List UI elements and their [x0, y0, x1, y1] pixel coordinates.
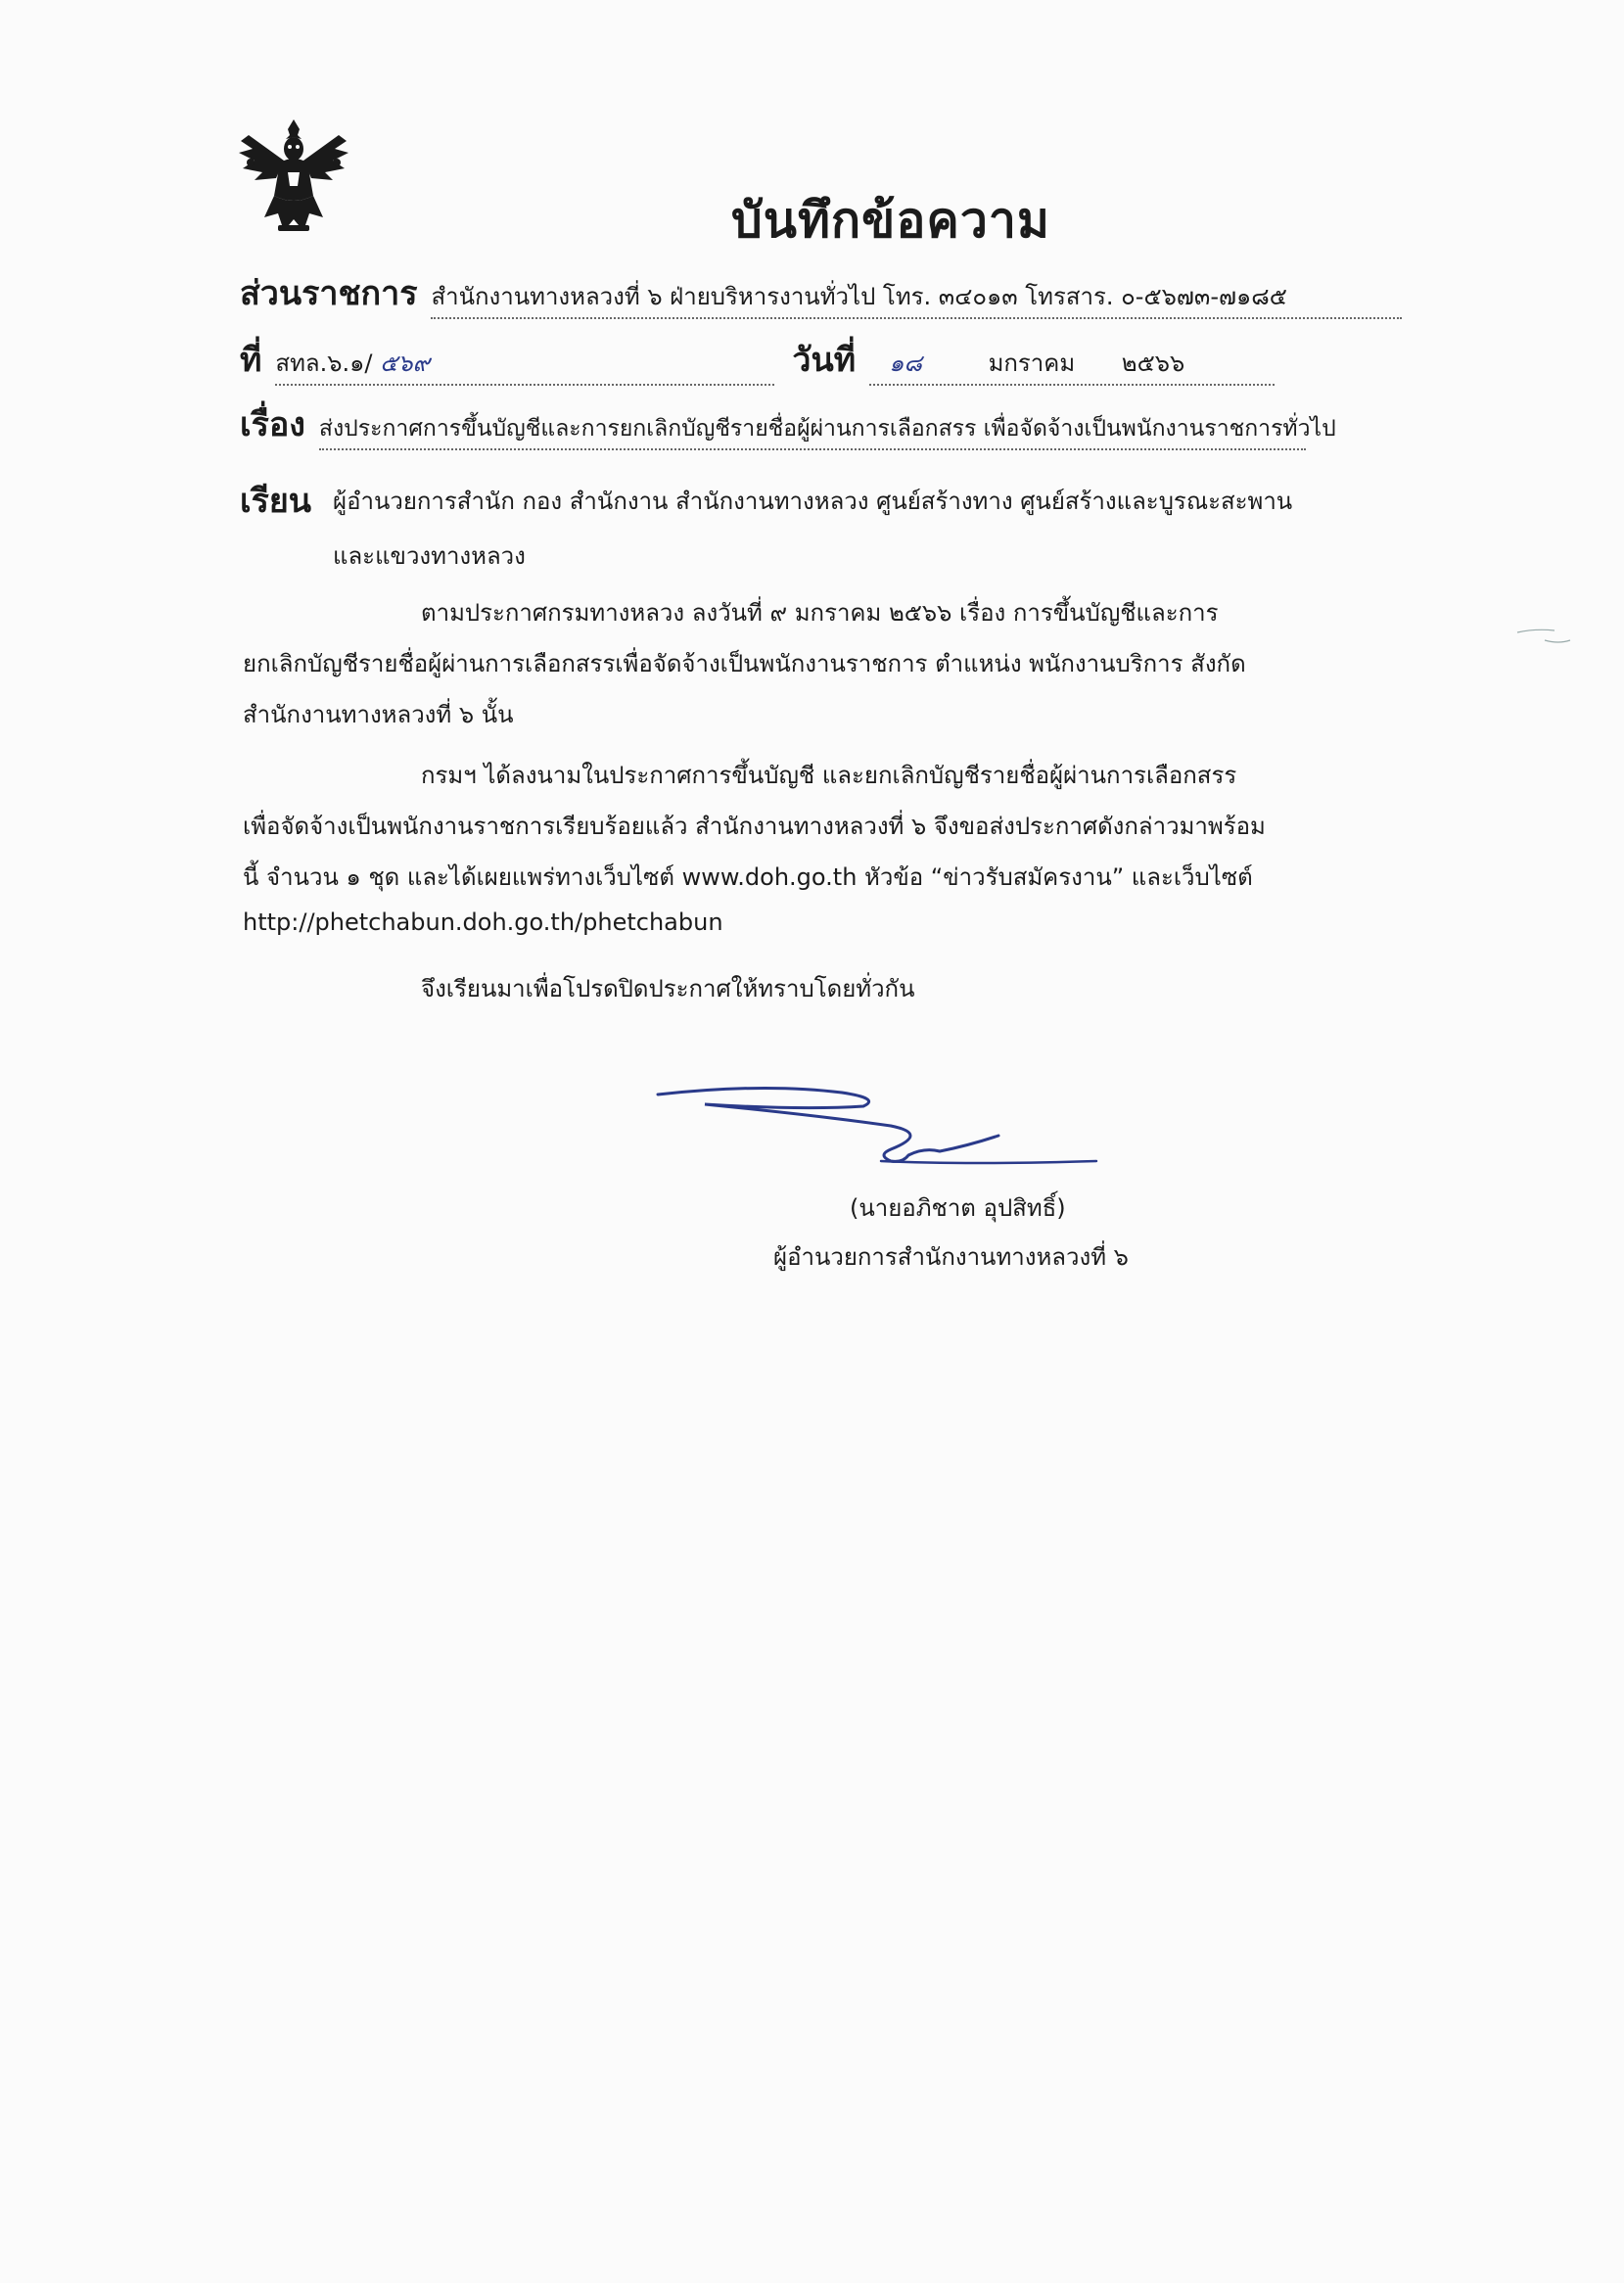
- agency-value: สำนักงานทางหลวงที่ ๖ ฝ่ายบริหารงานทั่วไป โทร. ๓๔๐๑๓ โทรสาร. ๐-๕๖๗๓-๗๑๘๕: [431, 277, 1402, 319]
- margin-mark: [1515, 619, 1574, 658]
- date-value-field: [869, 344, 1275, 386]
- subject-row: [240, 397, 1336, 450]
- reference-label: ที่: [240, 341, 262, 380]
- paragraph-2-line-3: นี้ จำนวน ๑ ชุด และได้เผยแพร่ทางเว็บไซต์ www.doh.go.th หัวข้อ “ข่าวรับสมัครงาน” และเว็บไซต์: [243, 863, 1253, 891]
- paragraph-2-line-1: กรมฯ ได้ลงนามในประกาศการขึ้นบัญชี และยกเลิกบัญชีรายชื่อผู้ผ่านการเลือกสรร: [421, 762, 1237, 789]
- reference-row: [240, 333, 1275, 386]
- garuda-emblem-icon: [235, 116, 352, 241]
- subject-value: ส่งประกาศการขึ้นบัญชีและการยกเลิกบัญชีรายชื่อผู้ผ่านการเลือกสรร เพื่อจัดจ้างเป็นพนักงานราชการทั่วไป: [319, 411, 1306, 450]
- addressee-block: [240, 474, 1293, 527]
- addressee-line-1: ผู้อำนวยการสำนัก กอง สำนักงาน สำนักงานทางหลวง ศูนย์สร้างทาง ศูนย์สร้างและบูรณะสะพาน: [333, 488, 1293, 515]
- memo-title: บันทึกข้อความ: [731, 192, 1050, 249]
- addressee-line-2: และแขวงทางหลวง: [333, 542, 526, 570]
- paragraph-1-line-1: ตามประกาศกรมทางหลวง ลงวันที่ ๙ มกราคม ๒๕๖๖ เรื่อง การขึ้นบัญชีและการ: [421, 599, 1219, 627]
- handwritten-signature: [646, 1077, 1155, 1185]
- reference-value: สทล.๖.๑/: [275, 349, 373, 377]
- subject-label: เรื่อง: [240, 405, 305, 444]
- date-month: มกราคม: [988, 349, 1076, 377]
- signer-position: ผู้อำนวยการสำนักงานทางหลวงที่ ๖: [773, 1243, 1129, 1271]
- agency-row: [240, 266, 1402, 319]
- date-day-handwritten: ๑๘: [889, 349, 922, 377]
- paragraph-1-line-3: สำนักงานทางหลวงที่ ๖ นั้น: [243, 701, 514, 728]
- addressee-label: เรียน: [240, 482, 312, 521]
- date-year: ๒๕๖๖: [1121, 349, 1185, 377]
- paragraph-2-line-2: เพื่อจัดจ้างเป็นพนักงานราชการเรียบร้อยแล้ว สำนักงานทางหลวงที่ ๖ จึงขอส่งประกาศดังกล่าวมาพร้อม: [243, 813, 1266, 840]
- date-label: วันที่: [792, 341, 857, 380]
- signer-name: (นายอภิชาต อุปสิทธิ์): [850, 1194, 1066, 1222]
- agency-label: ส่วนราชการ: [240, 274, 418, 313]
- paragraph-1-line-2: ยกเลิกบัญชีรายชื่อผู้ผ่านการเลือกสรรเพื่อจัดจ้างเป็นพนักงานราชการ ตำแหน่ง พนักงานบริการ สังกัด: [243, 650, 1246, 677]
- closing-line: จึงเรียนมาเพื่อโปรดปิดประกาศให้ทราบโดยทั่วกัน: [421, 975, 915, 1002]
- paragraph-2-line-4: http://phetchabun.doh.go.th/phetchabun: [243, 909, 723, 936]
- reference-handwritten-number: ๕๖๙: [380, 349, 431, 377]
- reference-value-field: [275, 344, 774, 386]
